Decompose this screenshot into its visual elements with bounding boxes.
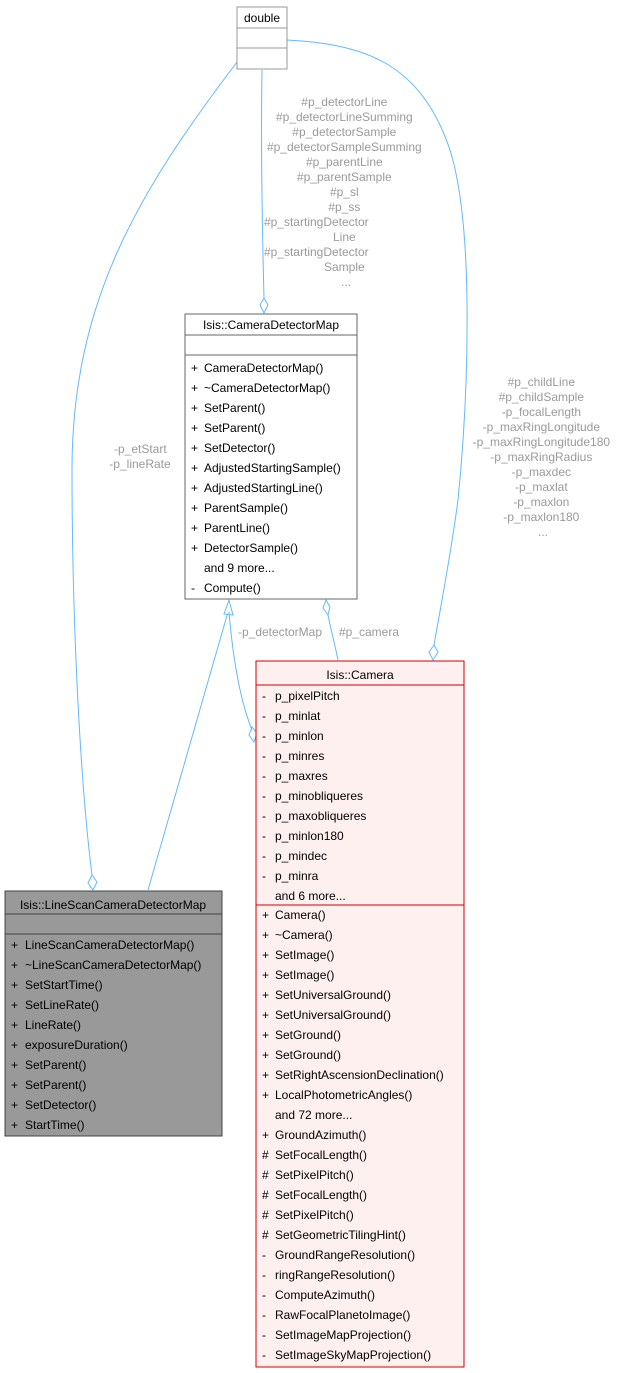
edge-linescan-inherits-detector-map — [148, 612, 228, 890]
member-name: p_minra — [275, 869, 319, 883]
inheritance-arrow-detector-map — [224, 600, 233, 615]
method-row — [11, 998, 99, 1012]
class-title-camera: Isis::Camera — [326, 668, 394, 682]
member-name: p_minobliqueres — [275, 789, 364, 803]
method-row — [262, 1208, 354, 1222]
method-row — [262, 988, 391, 1002]
visibility-symbol: # — [262, 1188, 269, 1202]
member-name: ComputeAzimuth() — [275, 1288, 376, 1302]
visibility-symbol: - — [262, 769, 266, 783]
visibility-symbol: + — [262, 968, 270, 982]
edge-label-p-camera: #p_camera — [338, 625, 400, 639]
method-row — [262, 1068, 444, 1082]
visibility-symbol: - — [262, 789, 266, 803]
member-name: AdjustedStartingLine() — [204, 481, 323, 495]
aggregation-diamond-camera — [429, 645, 438, 660]
method-row — [262, 1148, 367, 1162]
edge-double-to-detector-map — [262, 70, 264, 298]
method-row — [275, 1108, 352, 1122]
method-row — [204, 561, 275, 575]
member-name: SetPixelPitch() — [275, 1168, 354, 1182]
visibility-symbol: - — [262, 1288, 266, 1302]
edge-label-detector-map-fields: #p_detectorLine #p_detectorLineSumming #p_detectorSample #p_detectorSampleSumming #p_parentLine #p_parentSample #p_sl #p_ss #p_startingDetector Line #p_startingDetector Sample ... — [263, 95, 422, 289]
method-row — [262, 1288, 375, 1302]
visibility-symbol: + — [11, 938, 19, 952]
class-box-camera[interactable] — [256, 661, 464, 1367]
member-name: LineScanCameraDetectorMap() — [25, 938, 195, 952]
member-name: SetPixelPitch() — [275, 1208, 354, 1222]
visibility-symbol: + — [191, 461, 199, 475]
method-row — [191, 381, 330, 395]
visibility-symbol: + — [191, 541, 199, 555]
member-name: SetDetector() — [25, 1098, 97, 1112]
member-name: SetParent() — [204, 401, 266, 415]
visibility-symbol: + — [191, 401, 199, 415]
visibility-symbol: + — [11, 1018, 19, 1032]
visibility-symbol: # — [262, 1208, 269, 1222]
member-name: SetStartTime() — [25, 978, 103, 992]
member-name: StartTime() — [25, 1118, 85, 1132]
method-row — [11, 1038, 128, 1052]
visibility-symbol: - — [262, 849, 266, 863]
visibility-symbol: + — [262, 948, 270, 962]
method-row — [262, 1248, 415, 1262]
visibility-symbol: + — [262, 1028, 270, 1042]
visibility-symbol: + — [191, 501, 199, 515]
member-name: SetLineRate() — [25, 998, 100, 1012]
method-row — [11, 938, 194, 952]
method-row — [262, 1088, 412, 1102]
member-name: LineRate() — [25, 1018, 82, 1032]
method-row — [191, 541, 298, 555]
member-name: p_minres — [275, 749, 325, 763]
method-row — [262, 1168, 354, 1182]
aggregation-diamond-line-scan — [88, 875, 97, 890]
member-name: SetGround() — [275, 1048, 342, 1062]
visibility-symbol: + — [262, 1048, 270, 1062]
member-name: SetUniversalGround() — [275, 1008, 392, 1022]
method-row — [11, 958, 201, 972]
member-name: ~LineScanCameraDetectorMap() — [25, 958, 202, 972]
visibility-symbol: + — [262, 1068, 270, 1082]
member-name: and 9 more... — [204, 561, 275, 575]
attribute-row — [262, 829, 344, 843]
member-name: SetGround() — [275, 1028, 342, 1042]
visibility-symbol: + — [191, 381, 199, 395]
member-name: p_minlon180 — [275, 829, 344, 843]
visibility-symbol: + — [191, 481, 199, 495]
attribute-row — [262, 809, 366, 823]
visibility-symbol: - — [262, 689, 266, 703]
visibility-symbol: - — [262, 809, 266, 823]
member-name: SetParent() — [25, 1078, 87, 1092]
member-name: SetImage() — [275, 948, 335, 962]
class-title-double: double — [243, 11, 281, 25]
class-title-camera-detector-map: Isis::CameraDetectorMap — [202, 318, 340, 332]
member-name: SetUniversalGround() — [275, 988, 392, 1002]
class-box-double[interactable] — [237, 7, 287, 69]
method-row — [262, 1228, 406, 1242]
method-row — [191, 361, 323, 375]
visibility-symbol: + — [11, 1038, 19, 1052]
visibility-symbol: + — [262, 928, 270, 942]
method-row — [262, 1188, 367, 1202]
member-name: GroundAzimuth() — [275, 1128, 367, 1142]
member-name: ParentSample() — [204, 501, 289, 515]
visibility-symbol: - — [262, 869, 266, 883]
visibility-symbol: + — [262, 1128, 270, 1142]
visibility-symbol: # — [262, 1148, 269, 1162]
method-row — [262, 1008, 391, 1022]
member-name: SetParent() — [25, 1058, 87, 1072]
visibility-symbol: + — [191, 441, 199, 455]
visibility-symbol: - — [191, 581, 195, 595]
member-name: p_pixelPitch — [275, 689, 340, 703]
member-name: SetDetector() — [204, 441, 276, 455]
visibility-symbol: + — [262, 1008, 270, 1022]
member-name: SetImage() — [275, 968, 335, 982]
visibility-symbol: + — [11, 998, 19, 1012]
visibility-symbol: - — [262, 709, 266, 723]
class-box-camera-detector-map[interactable] — [185, 314, 357, 599]
visibility-symbol: # — [262, 1168, 269, 1182]
visibility-symbol: # — [262, 1228, 269, 1242]
visibility-symbol: - — [262, 1348, 266, 1362]
method-row — [191, 481, 323, 495]
visibility-symbol: + — [191, 421, 199, 435]
member-name: Compute() — [204, 581, 261, 595]
member-name: RawFocalPlanetoImage() — [275, 1308, 411, 1322]
edge-label-p-detector-map: -p_detectorMap — [237, 625, 323, 639]
class-title-line-scan-camera-detector-map: Isis::LineScanCameraDetectorMap — [19, 898, 207, 912]
visibility-symbol: + — [262, 1088, 270, 1102]
member-name: p_mindec — [275, 849, 328, 863]
visibility-symbol: - — [262, 1328, 266, 1342]
visibility-symbol: - — [262, 1308, 266, 1322]
visibility-symbol: + — [11, 958, 19, 972]
visibility-symbol: + — [262, 988, 270, 1002]
member-name: SetFocalLength() — [275, 1188, 368, 1202]
aggregation-diamond-detector-map — [260, 298, 268, 313]
member-name: CameraDetectorMap() — [204, 361, 324, 375]
edge-camera-to-detector-map — [328, 615, 338, 660]
member-name: p_maxobliqueres — [275, 809, 367, 823]
member-name: Camera() — [275, 908, 326, 922]
visibility-symbol: + — [191, 521, 199, 535]
member-name: and 6 more... — [275, 889, 346, 903]
member-name: GroundRangeResolution() — [275, 1248, 416, 1262]
edge-label-camera-fields: #p_childLine #p_childSample -p_focalLength -p_maxRingLongitude -p_maxRingLongitude180 -p_maxRingRadius -p_maxdec -p_maxlat -p_maxlon -p_maxlon180 ... — [472, 375, 611, 539]
member-name: SetImageSkyMapProjection() — [275, 1348, 432, 1362]
method-row — [262, 1348, 431, 1362]
visibility-symbol: - — [262, 829, 266, 843]
attribute-row — [262, 789, 363, 803]
method-row — [191, 461, 341, 475]
member-name: ParentLine() — [204, 521, 271, 535]
member-name: exposureDuration() — [25, 1038, 128, 1052]
visibility-symbol: - — [262, 1268, 266, 1282]
member-name: DetectorSample() — [204, 541, 299, 555]
visibility-symbol: + — [11, 1078, 19, 1092]
member-name: SetRightAscensionDeclination() — [275, 1068, 444, 1082]
aggregation-diamond-detector-map-bottom — [323, 600, 330, 615]
method-row — [11, 978, 103, 992]
visibility-symbol: + — [262, 908, 270, 922]
member-name: ~CameraDetectorMap() — [204, 381, 331, 395]
method-row — [191, 501, 288, 515]
member-name: SetParent() — [204, 421, 266, 435]
visibility-symbol: + — [11, 1098, 19, 1112]
method-row — [262, 1128, 366, 1142]
member-name: AdjustedStartingSample() — [204, 461, 341, 475]
visibility-symbol: - — [262, 1248, 266, 1262]
method-row — [262, 1308, 410, 1322]
visibility-symbol: - — [262, 729, 266, 743]
visibility-symbol: + — [11, 978, 19, 992]
member-name: p_minlon — [275, 729, 324, 743]
attribute-row — [275, 889, 346, 903]
member-name: SetImageMapProjection() — [275, 1328, 412, 1342]
member-name: SetGeometricTilingHint() — [275, 1228, 406, 1242]
member-name: SetFocalLength() — [275, 1148, 368, 1162]
visibility-symbol: + — [11, 1118, 19, 1132]
visibility-symbol: + — [191, 361, 199, 375]
member-name: LocalPhotometricAngles() — [275, 1088, 413, 1102]
visibility-symbol: - — [262, 749, 266, 763]
member-name: and 72 more... — [275, 1108, 353, 1122]
method-row — [191, 441, 275, 455]
member-name: p_maxres — [275, 769, 328, 783]
class-box-line-scan-camera-detector-map[interactable] — [5, 891, 222, 1136]
method-row — [262, 1328, 411, 1342]
edge-label-line-scan-fields: -p_etStart -p_lineRate — [109, 442, 171, 471]
member-name: p_minlat — [275, 709, 321, 723]
member-name: ringRangeResolution() — [275, 1268, 396, 1282]
method-row — [262, 1268, 395, 1282]
visibility-symbol: + — [11, 1058, 19, 1072]
member-name: ~Camera() — [275, 928, 333, 942]
